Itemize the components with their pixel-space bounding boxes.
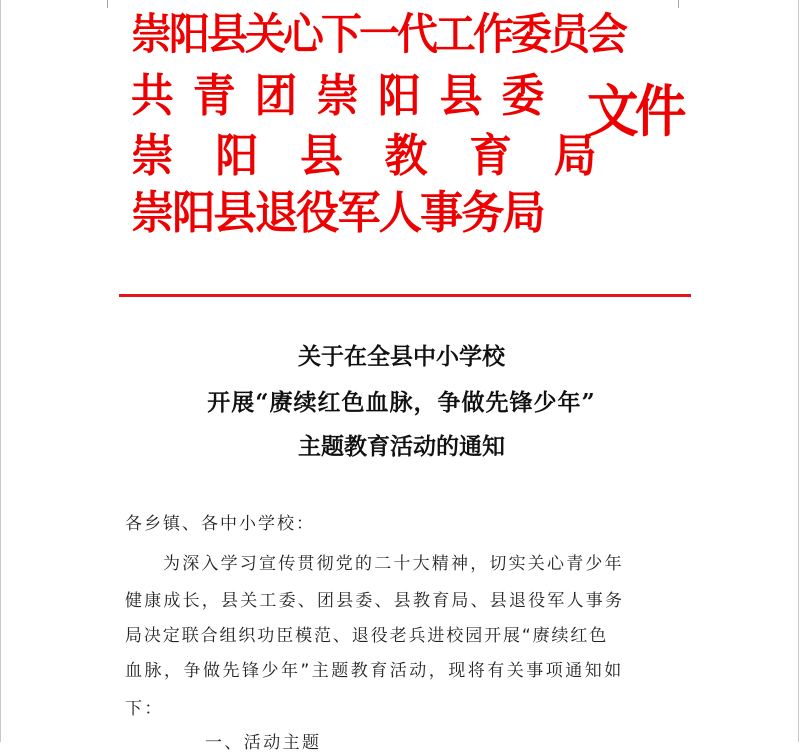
red-separator-rule [119, 294, 691, 297]
issuer-veterans-bureau: 崇阳县退役军人事务局 [131, 186, 544, 239]
notice-title-line: 关于在全县中小学校 [298, 343, 505, 370]
body-paragraph-line: 为深入学习宣传贯彻党的二十大精神，切实关心青少年 [163, 554, 624, 574]
body-paragraph-line: 局决定联合组织功臣模范、退役老兵进校园开展“赓续红色 [125, 626, 609, 646]
body-paragraph-line: 健康成长，县关工委、团县委、县教育局、县退役军人事务 [125, 591, 625, 611]
salutation: 各乡镇、各中小学校： [125, 514, 315, 534]
issuer-youth-league: 共青团崇阳县委 [131, 69, 564, 122]
issuer-guanxin-committee: 崇阳县关心下一代工作委员会 [131, 10, 625, 60]
page-corner-mark [678, 0, 689, 8]
notice-title-line: 主题教育活动的通知 [298, 433, 505, 460]
body-paragraph-line: 血脉，争做先锋少年”主题教育活动，现将有关事项通知如 [125, 661, 624, 681]
section-heading: 一、活动主题 [205, 733, 322, 753]
page-corner-mark [97, 0, 108, 8]
document-word: 文件 [587, 79, 683, 145]
issuer-education-bureau: 崇阳县教育局 [131, 129, 639, 182]
body-paragraph-line: 下： [125, 699, 164, 719]
notice-title-line: 开展“赓续红色血脉，争做先锋少年” [207, 389, 596, 416]
